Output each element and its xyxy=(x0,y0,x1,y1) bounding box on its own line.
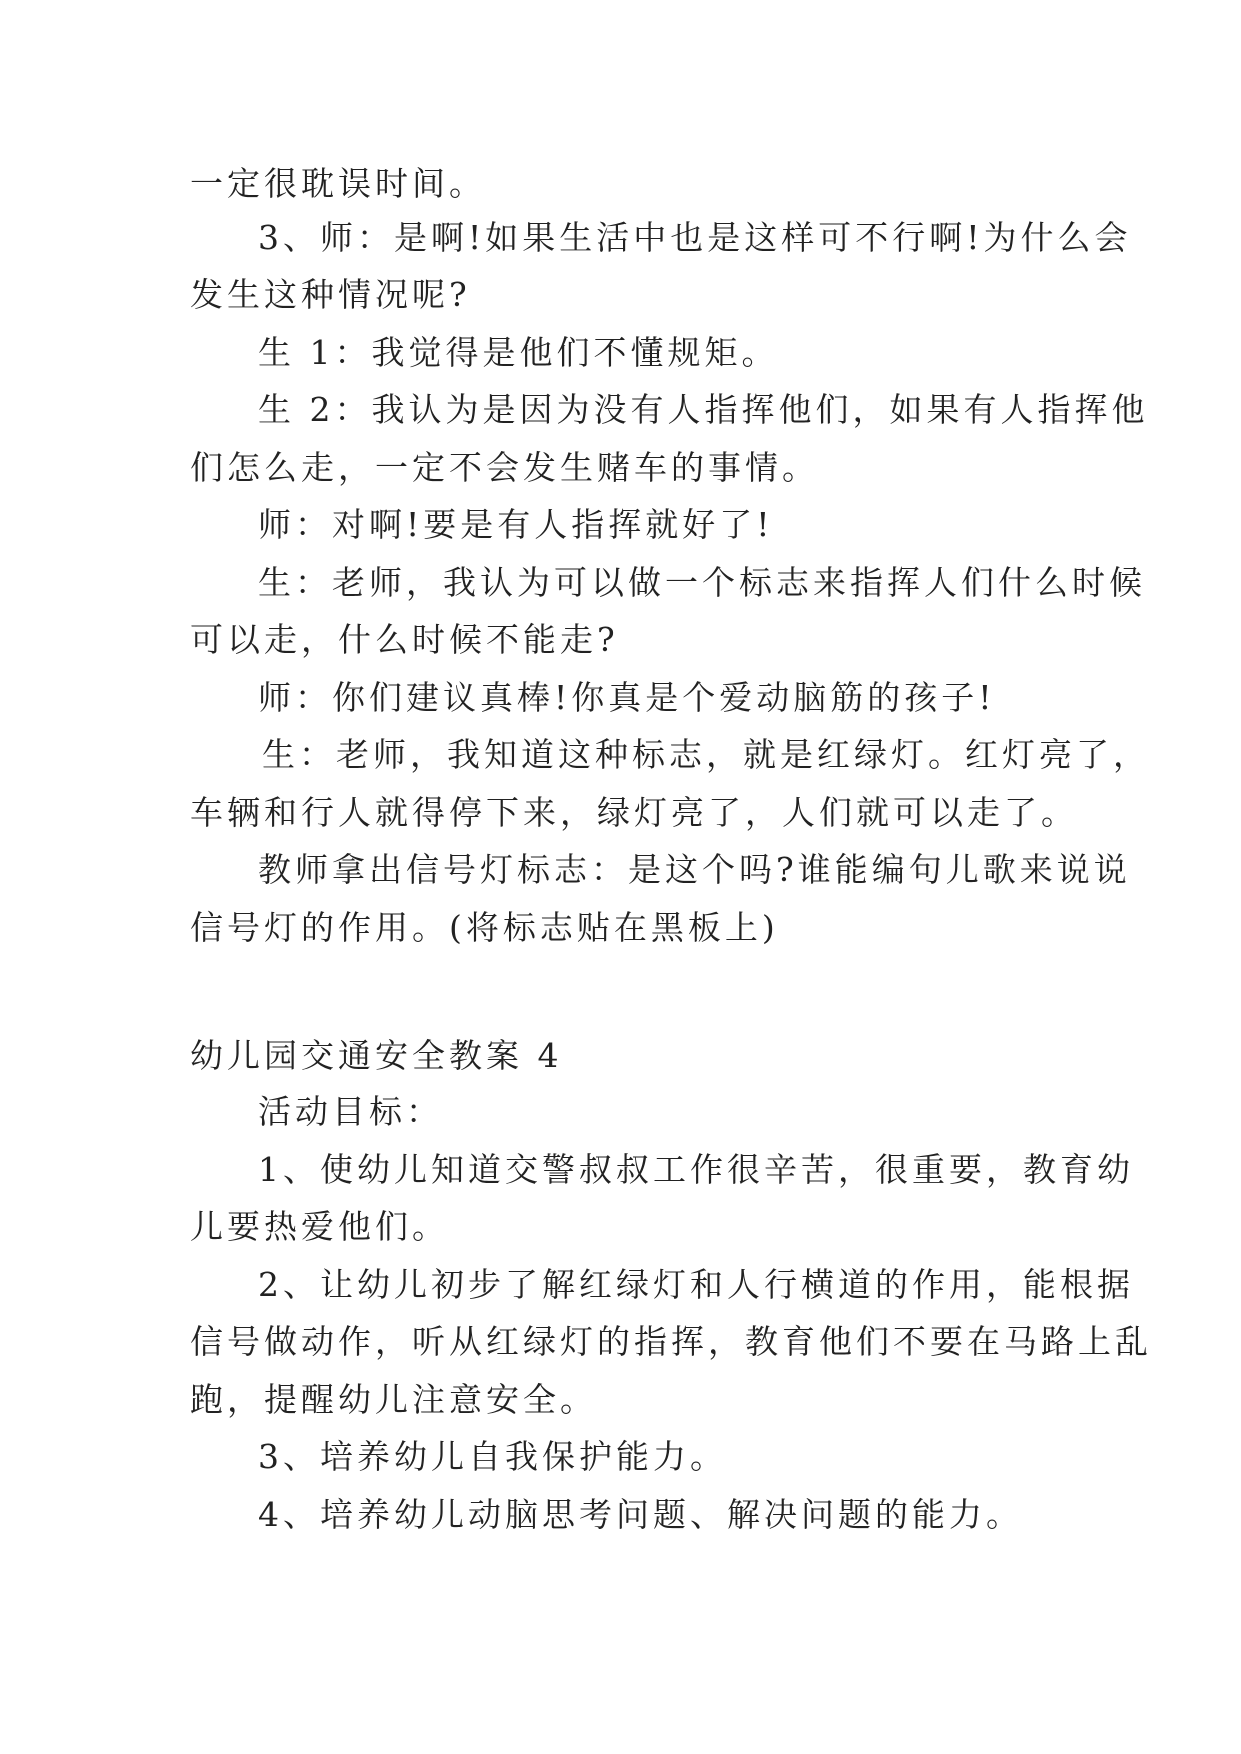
paragraph-line: 一定很耽误时间。 xyxy=(190,164,486,203)
section-line: 活动目标： xyxy=(258,1092,443,1131)
paragraph-line: 发生这种情况呢? xyxy=(190,275,471,314)
section-line: 2、让幼儿初步了解红绿灯和人行横道的作用，能根据 xyxy=(258,1265,1134,1304)
section-line: 3、培养幼儿自我保护能力。 xyxy=(258,1437,727,1476)
section-line: 4、培养幼儿动脑思考问题、解决问题的能力。 xyxy=(258,1495,1023,1534)
paragraph-line: 教师拿出信号灯标志：是这个吗?谁能编句儿歌来说说 xyxy=(258,850,1131,889)
paragraph-line: 师：你们建议真棒!你真是个爱动脑筋的孩子! xyxy=(258,678,996,717)
section-line: 跑，提醒幼儿注意安全。 xyxy=(190,1380,597,1419)
paragraph-line: 可以走，什么时候不能走? xyxy=(190,620,619,659)
section-title: 幼儿园交通安全教案 4 xyxy=(190,1036,563,1075)
paragraph-line: 生 2：我认为是因为没有人指挥他们，如果有人指挥他 xyxy=(258,390,1149,429)
paragraph-line: 师：对啊!要是有人指挥就好了! xyxy=(258,505,774,544)
section-line: 信号做动作，听从红绿灯的指挥，教育他们不要在马路上乱 xyxy=(190,1322,1152,1361)
paragraph-line: 生：老师，我知道这种标志，就是红绿灯。红灯亮了， xyxy=(262,735,1150,774)
paragraph-line: 生：老师，我认为可以做一个标志来指挥人们什么时候 xyxy=(258,563,1146,602)
paragraph-line: 们怎么走，一定不会发生赌车的事情。 xyxy=(190,448,819,487)
paragraph-line: 3、师：是啊!如果生活中也是这样可不行啊!为什么会 xyxy=(258,218,1132,257)
paragraph-line: 车辆和行人就得停下来，绿灯亮了，人们就可以走了。 xyxy=(190,793,1078,832)
section-line: 儿要热爱他们。 xyxy=(190,1207,449,1246)
paragraph-line: 生 1：我觉得是他们不懂规矩。 xyxy=(258,333,779,372)
paragraph-line: 信号灯的作用。(将标志贴在黑板上) xyxy=(190,908,779,947)
section-line: 1、使幼儿知道交警叔叔工作很辛苦，很重要，教育幼 xyxy=(258,1150,1134,1189)
